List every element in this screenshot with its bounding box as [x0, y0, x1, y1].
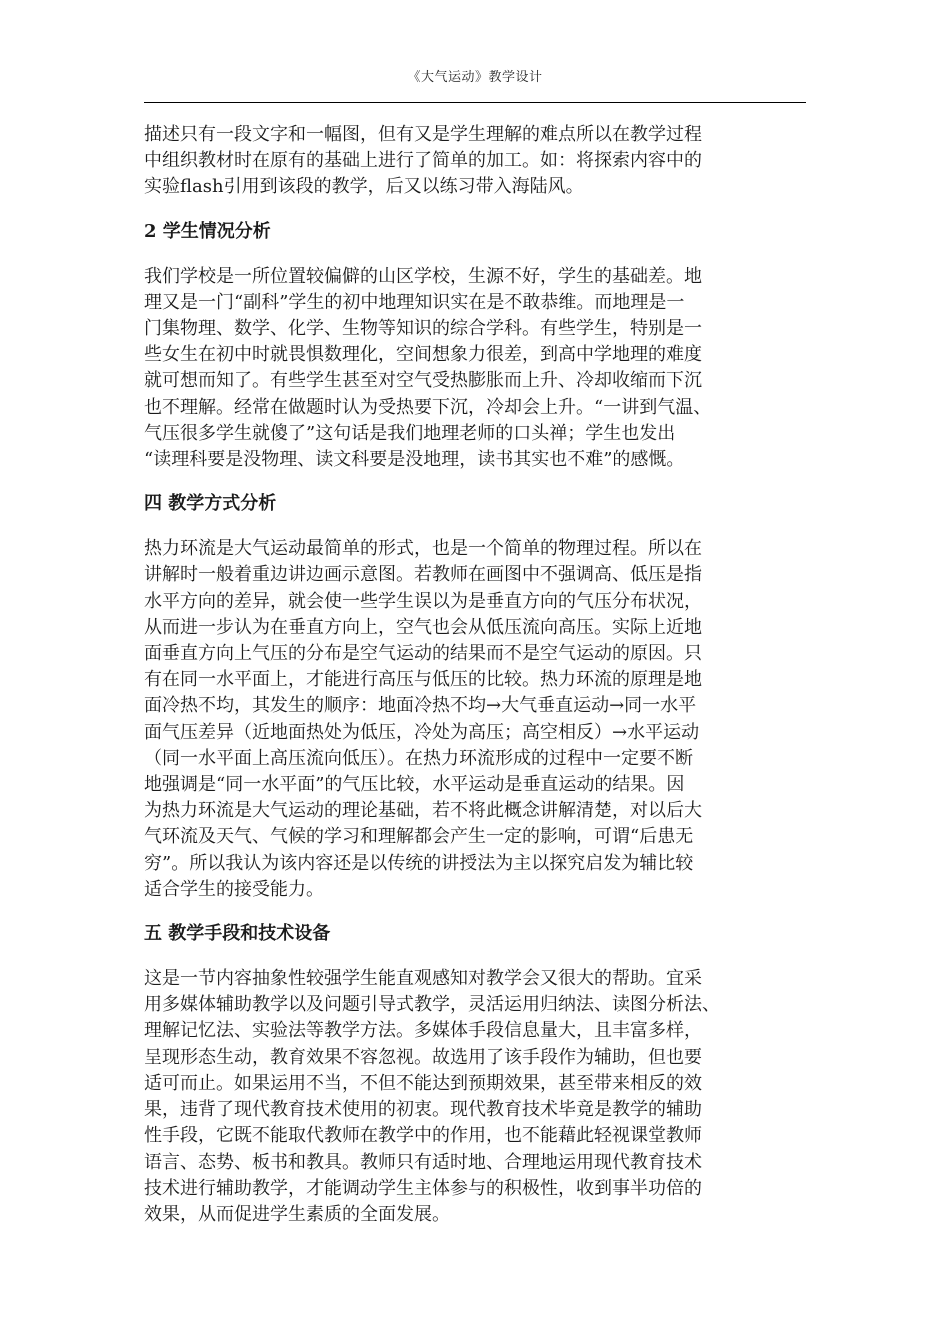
text-line: 热力环流是大气运动最简单的形式，也是一个简单的物理过程。所以在	[144, 538, 702, 560]
text-line: 用多媒体辅助教学以及问题引导式教学，灵活运用归纳法、读图分析法、	[144, 994, 720, 1016]
text-line: 面气压差异（近地面热处为低压，冷处为高压；高空相反）→水平运动	[144, 721, 700, 743]
page-header: 《大气运动》教学设计	[407, 70, 543, 85]
text-line: 为热力环流是大气运动的理论基础，若不将此概念讲解清楚，对以后大	[144, 800, 702, 822]
text-line: 理解记忆法、实验法等教学方法。多媒体手段信息量大，且丰富多样，	[144, 1020, 702, 1042]
text-line: 有在同一水平面上，才能进行高压与低压的比较。热力环流的原理是地	[144, 669, 702, 691]
text-line: （同一水平面上高压流向低压）。在热力环流形成的过程中一定要不断	[144, 747, 693, 769]
text-line: 我们学校是一所位置较偏僻的山区学校，生源不好，学生的基础差。地	[144, 265, 702, 287]
text-line: 气环流及天气、气候的学习和理解都会产生一定的影响，可谓“后患无	[144, 826, 694, 848]
text-line: 呈现形态生动，教育效果不容忽视。故选用了该手段作为辅助，但也要	[144, 1046, 702, 1068]
text-line: 面冷热不均，其发生的顺序：地面冷热不均→大气垂直运动→同一水平	[144, 695, 697, 717]
text-line: 果，违背了现代教育技术使用的初衷。现代教育技术毕竟是教学的辅助	[144, 1099, 702, 1121]
text-line: 语言、态势、板书和教具。教师只有适时地、合理地运用现代教育技术	[144, 1151, 702, 1173]
header-divider	[144, 102, 806, 103]
text-line: 适合学生的接受能力。	[144, 878, 324, 900]
text-line: 这是一节内容抽象性较强学生能直观感知对教学会又很大的帮助。宜采	[144, 968, 702, 990]
text-line: “读理科要是没物理、读文科要是没地理，读书其实也不难”的感慨。	[144, 449, 685, 471]
intro-paragraph	[144, 122, 806, 201]
text-line: 就可想而知了。有些学生甚至对空气受热膨胀而上升、冷却收缩而下沉	[144, 370, 702, 392]
text-line: 技术进行辅助教学，才能调动学生主体参与的积极性，收到事半功倍的	[144, 1177, 702, 1199]
students-paragraph	[144, 264, 806, 474]
document-body	[144, 122, 806, 1228]
section-heading-method: 四 教学方式分析	[144, 493, 277, 515]
text-line: 穷”。所以我认为该内容还是以传统的讲授法为主以探究启发为辅比较	[144, 852, 694, 874]
text-line: 讲解时一般着重边讲边画示意图。若教师在画图中不强调高、低压是指	[144, 564, 702, 586]
text-line: 性手段，它既不能取代教师在教学中的作用，也不能藉此轻视课堂教师	[144, 1125, 702, 1147]
text-line: 实验flash引用到该段的教学，后又以练习带入海陆风。	[144, 176, 584, 198]
text-line: 中组织教材时在原有的基础上进行了简单的加工。如：将探索内容中的	[144, 150, 702, 172]
text-line: 气压很多学生就傻了”这句话是我们地理老师的口头禅；学生也发出	[144, 422, 676, 444]
method-paragraph	[144, 536, 806, 903]
text-line: 面垂直方向上气压的分布是空气运动的结果而不是空气运动的原因。只	[144, 643, 702, 665]
text-line: 地强调是“同一水平面”的气压比较，水平运动是垂直运动的结果。因	[144, 774, 685, 796]
text-line: 从而进一步认为在垂直方向上，空气也会从低压流向高压。实际上近地	[144, 616, 702, 638]
text-line: 描述只有一段文字和一幅图，但有又是学生理解的难点所以在教学过程	[144, 124, 702, 145]
text-line: 适可而止。如果运用不当，不但不能达到预期效果，甚至带来相反的效	[144, 1072, 702, 1094]
text-line: 也不理解。经常在做题时认为受热要下沉，冷却会上升。“一讲到气温、	[144, 396, 712, 418]
text-line: 理又是一门“副科”学生的初中地理知识实在是不敢恭维。而地理是一	[144, 291, 685, 313]
section-heading-students: 2 学生情况分析	[144, 220, 271, 242]
text-line: 些女生在初中时就畏惧数理化，空间想象力很差，到高中学地理的难度	[144, 344, 702, 366]
text-line: 水平方向的差异，就会使一些学生误以为是垂直方向的气压分布状况，	[144, 590, 702, 612]
section-heading-tech: 五 教学手段和技术设备	[144, 923, 331, 945]
text-line: 效果，从而促进学生素质的全面发展。	[144, 1203, 450, 1225]
tech-paragraph	[144, 966, 806, 1228]
text-line: 门集物理、数学、化学、生物等知识的综合学科。有些学生，特别是一	[144, 318, 702, 340]
